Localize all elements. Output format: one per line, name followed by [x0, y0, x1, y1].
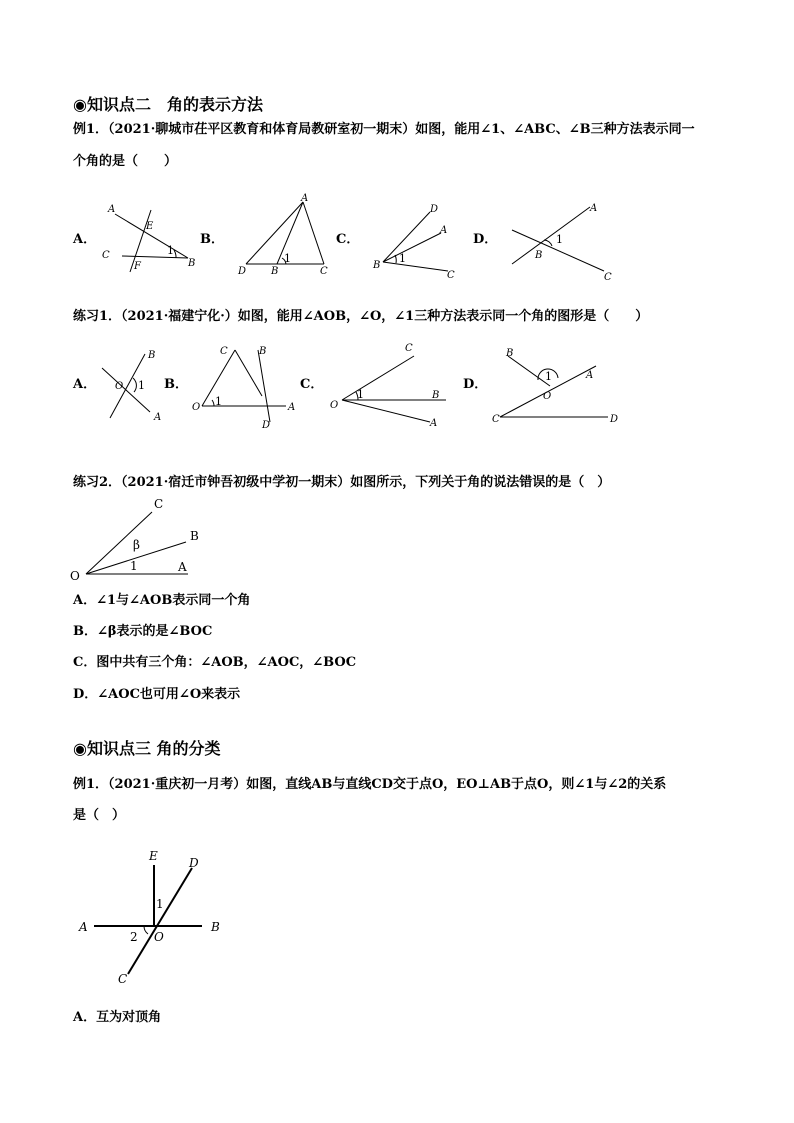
- pr1-figd-label-b: B: [506, 348, 514, 359]
- section-3-figure: [72, 840, 232, 990]
- ex1-figb-label-c: C: [320, 266, 328, 277]
- pr2-choice-d: D．∠AOC也可用∠O来表示: [73, 687, 241, 702]
- pr1-figd-angle-1: 1: [545, 370, 552, 383]
- ex1-figd-angle-1: 1: [556, 233, 563, 246]
- ex1-option-b-label: B．: [200, 232, 224, 247]
- ex1-figc-label-b: B: [373, 260, 381, 271]
- s3-label-a: A: [79, 920, 88, 934]
- ex1-figb-angle-1: 1: [284, 252, 291, 265]
- pr1-figd-label-o: O: [543, 391, 552, 402]
- pr1-figd-label-d: D: [610, 414, 619, 425]
- ex1-figd-label-a: A: [590, 203, 598, 214]
- s3-angle-1: 1: [156, 897, 164, 911]
- pr2-choice-c: C．图中共有三个角：∠AOB，∠AOC，∠BOC: [73, 655, 357, 670]
- pr2-label-o: O: [70, 569, 80, 583]
- pr1-figure-c: [326, 338, 456, 438]
- ex1-figd-label-c: C: [604, 272, 612, 283]
- ex1-figb-label-d: D: [238, 266, 247, 277]
- ex1-figure-a: [96, 196, 200, 276]
- section-2-title: ◉知识点二 角的表示方法: [73, 95, 263, 114]
- pr1-figa-label-o: O: [115, 381, 124, 392]
- ex1-figa-label-a: A: [108, 204, 116, 215]
- ex1-figa-label-b: B: [188, 258, 196, 269]
- pr1-figc-label-a: A: [430, 418, 438, 429]
- pr1-figb-label-a: A: [288, 402, 296, 413]
- ex1-figb-label-a: A: [301, 193, 309, 204]
- pr2-choice-b: B．∠β表示的是∠BOC: [73, 624, 213, 639]
- ex1-figa-label-f: F: [134, 261, 141, 272]
- section-3-example-line-1: 例1．（2021·重庆初一月考）如图，直线AB与直线CD交于点O，EO⊥AB于点O，则∠1与∠2的关系: [73, 777, 667, 792]
- s3-label-c: C: [118, 972, 128, 986]
- section-3-example-line-2: 是（ ）: [73, 808, 126, 823]
- ex1-option-a-label: A．: [73, 232, 97, 247]
- pr1-figc-label-o: O: [330, 400, 339, 411]
- pr1-figd-label-c: C: [492, 414, 500, 425]
- practice-2-question: 练习2．（2021·宿迁市钟吾初级中学初一期末）如图所示，下列关于角的说法错误的是（ ）: [73, 475, 611, 490]
- s3-label-o: O: [154, 930, 164, 944]
- section-3-title: ◉知识点三 角的分类: [73, 739, 221, 758]
- pr1-figb-label-b: B: [259, 346, 267, 357]
- pr1-option-b-label: B．: [164, 377, 188, 392]
- pr1-figa-angle-1: 1: [138, 379, 145, 392]
- ex1-figd-label-b: B: [535, 250, 543, 261]
- ex1-figa-label-c: C: [102, 250, 110, 261]
- pr1-option-d-label: D．: [463, 377, 488, 392]
- pr2-label-a: A: [178, 560, 187, 574]
- ex1-option-d-label: D．: [473, 232, 498, 247]
- practice-1-question: 练习1．（2021·福建宁化·）如图，能用∠AOB，∠O，∠1三种方法表示同一个角的图形是（ ）: [73, 309, 649, 324]
- ex1-figa-label-e: E: [146, 221, 154, 232]
- pr1-figure-b: [190, 338, 305, 434]
- pr1-figa-label-b: B: [148, 350, 156, 361]
- section-3-choice-a: A．互为对顶角: [73, 1010, 162, 1025]
- s3-angle-2: 2: [130, 930, 138, 944]
- pr1-figb-angle-1: 1: [215, 395, 222, 408]
- pr1-figure-a: [100, 340, 170, 430]
- ex1-figc-angle-1: 1: [399, 252, 406, 265]
- pr2-label-c: C: [154, 497, 164, 511]
- pr2-figure: [66, 494, 216, 584]
- example-1-question-line-1: 例1．（2021·聊城市茌平区教育和体育局教研室初一期末）如图，能用∠1、∠ABC、∠B三种方法表示同一: [73, 122, 695, 137]
- s3-label-e: E: [149, 849, 158, 863]
- ex1-figure-d: [500, 196, 624, 284]
- ex1-figc-label-d: D: [430, 204, 439, 215]
- pr1-figc-angle-1: 1: [357, 388, 364, 401]
- pr2-choice-a: A．∠1与∠AOB表示同一个角: [73, 593, 251, 608]
- pr1-figb-label-o: O: [192, 402, 201, 413]
- ex1-figa-angle-1: 1: [167, 244, 174, 257]
- ex1-figc-label-a: A: [440, 225, 448, 236]
- pr1-figd-label-a: A: [586, 370, 594, 381]
- ex1-option-c-label: C．: [336, 232, 360, 247]
- ex1-figb-label-b: B: [271, 266, 279, 277]
- pr1-figb-label-c: C: [220, 346, 228, 357]
- pr1-figa-label-a: A: [154, 412, 162, 423]
- ex1-figure-b: [232, 192, 340, 280]
- pr1-option-a-label: A．: [73, 377, 97, 392]
- example-1-question-line-2: 个角的是（ ）: [73, 154, 178, 169]
- ex1-figure-c: [368, 200, 468, 280]
- pr2-label-beta: β: [133, 538, 140, 552]
- ex1-figc-label-c: C: [447, 270, 455, 281]
- pr2-angle-1: 1: [130, 559, 138, 573]
- pr1-figc-label-c: C: [405, 343, 413, 354]
- pr2-label-b: B: [190, 529, 199, 543]
- pr1-figb-label-d: D: [262, 420, 271, 431]
- s3-label-b: B: [211, 920, 220, 934]
- pr1-figc-label-b: B: [432, 390, 440, 401]
- pr1-option-c-label: C．: [300, 377, 324, 392]
- s3-label-d: D: [189, 856, 199, 870]
- pr1-figure-d: [486, 340, 626, 430]
